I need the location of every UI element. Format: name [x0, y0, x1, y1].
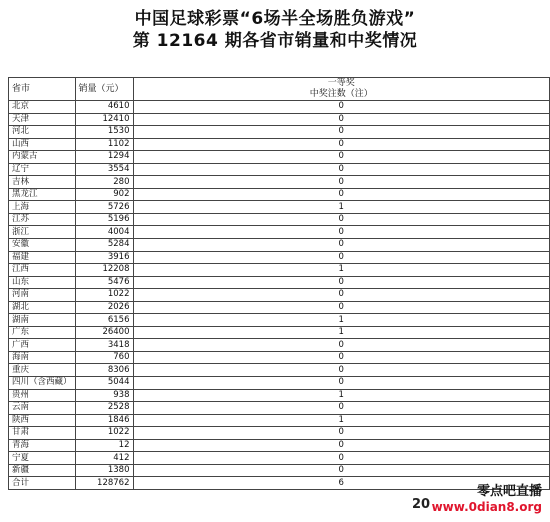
- table-row: [9, 126, 550, 139]
- watermark-url: www.0dian8.org: [431, 500, 542, 514]
- watermark: [432, 484, 542, 514]
- table-row: [9, 163, 550, 176]
- sales-cell: 26400: [75, 326, 133, 339]
- province-cell: 辽宁: [9, 163, 76, 176]
- winners-cell: 1: [133, 314, 550, 327]
- province-cell: 合计: [9, 477, 76, 490]
- sales-cell: 1022: [75, 289, 133, 302]
- table-row: [9, 101, 550, 114]
- table-row: [9, 138, 550, 151]
- winners-cell: 6: [133, 477, 550, 490]
- province-cell: 内蒙古: [9, 151, 76, 164]
- table-row: [9, 301, 550, 314]
- province-cell: 黑龙江: [9, 188, 76, 201]
- province-cell: 安徽: [9, 239, 76, 252]
- table-row: [9, 452, 550, 465]
- province-cell: 河北: [9, 126, 76, 139]
- prize-header-line2: 中奖注数（注）: [309, 89, 373, 99]
- sales-cell: 4610: [75, 101, 133, 114]
- province-cell: 山西: [9, 138, 76, 151]
- winners-cell: 0: [133, 163, 550, 176]
- sales-cell: 1846: [75, 414, 133, 427]
- province-cell: 湖北: [9, 301, 76, 314]
- sales-cell: 2528: [75, 402, 133, 415]
- table-row: [9, 414, 550, 427]
- table-row: [9, 213, 550, 226]
- winners-cell: 0: [133, 364, 550, 377]
- sales-cell: 1102: [75, 138, 133, 151]
- sales-cell: 8306: [75, 364, 133, 377]
- table-body: [9, 101, 550, 490]
- table-row: [9, 364, 550, 377]
- province-cell: 陕西: [9, 414, 76, 427]
- sales-cell: 938: [75, 389, 133, 402]
- winners-cell: 0: [133, 213, 550, 226]
- table-row: [9, 289, 550, 302]
- winners-cell: 0: [133, 452, 550, 465]
- winners-cell: 0: [133, 289, 550, 302]
- sales-cell: 3418: [75, 339, 133, 352]
- sales-cell: 128762: [75, 477, 133, 490]
- province-cell: 河南: [9, 289, 76, 302]
- table-row: [9, 439, 550, 452]
- table-row: [9, 151, 550, 164]
- sales-column-header: 销量（元）: [75, 78, 133, 101]
- sales-cell: 5044: [75, 377, 133, 390]
- sales-cell: 3916: [75, 251, 133, 264]
- winners-cell: 1: [133, 389, 550, 402]
- sales-cell: 1022: [75, 427, 133, 440]
- sales-cell: 5196: [75, 213, 133, 226]
- province-cell: 云南: [9, 402, 76, 415]
- sales-cell: 12208: [75, 264, 133, 277]
- sales-cell: 6156: [75, 314, 133, 327]
- sales-cell: 412: [75, 452, 133, 465]
- table-row: [9, 339, 550, 352]
- province-cell: 新疆: [9, 464, 76, 477]
- table-row: [9, 226, 550, 239]
- table-row: [9, 176, 550, 189]
- province-cell: 海南: [9, 351, 76, 364]
- watermark-name: 零点吧直播: [476, 484, 542, 499]
- sales-cell: 1380: [75, 464, 133, 477]
- province-cell: 天津: [9, 113, 76, 126]
- table-row: [9, 276, 550, 289]
- prize-column-header: [133, 78, 550, 101]
- winners-cell: 0: [133, 226, 550, 239]
- table-row: [9, 201, 550, 214]
- table-row: [9, 377, 550, 390]
- sales-cell: 4004: [75, 226, 133, 239]
- province-cell: 宁夏: [9, 452, 76, 465]
- winners-cell: 0: [133, 151, 550, 164]
- winners-cell: 0: [133, 351, 550, 364]
- sales-cell: 1294: [75, 151, 133, 164]
- sales-cell: 760: [75, 351, 133, 364]
- table-row: [9, 264, 550, 277]
- winners-cell: 1: [133, 414, 550, 427]
- winners-cell: 0: [133, 276, 550, 289]
- winners-cell: 0: [133, 439, 550, 452]
- winners-cell: 1: [133, 201, 550, 214]
- province-cell: 山东: [9, 276, 76, 289]
- province-cell: 上海: [9, 201, 76, 214]
- province-cell: 甘肃: [9, 427, 76, 440]
- page-subtitle: 第 12164 期各省市销量和中奖情况: [132, 31, 418, 51]
- sales-cell: 12410: [75, 113, 133, 126]
- winners-cell: 0: [133, 113, 550, 126]
- table-row: [9, 113, 550, 126]
- winners-cell: 0: [133, 402, 550, 415]
- province-cell: 福建: [9, 251, 76, 264]
- winners-cell: 0: [133, 101, 550, 114]
- sales-table: [8, 77, 550, 490]
- sales-cell: 280: [75, 176, 133, 189]
- sales-cell: 5284: [75, 239, 133, 252]
- winners-cell: 0: [133, 427, 550, 440]
- table-row: [9, 251, 550, 264]
- province-cell: 北京: [9, 101, 76, 114]
- winners-cell: 0: [133, 188, 550, 201]
- province-cell: 贵州: [9, 389, 76, 402]
- province-column-header: 省市: [9, 78, 76, 101]
- province-cell: 广东: [9, 326, 76, 339]
- winners-cell: 1: [133, 264, 550, 277]
- table-row: [9, 351, 550, 364]
- sales-cell: 1530: [75, 126, 133, 139]
- sales-cell: 5726: [75, 201, 133, 214]
- prize-header-line1: 一等奖: [327, 78, 355, 88]
- winners-cell: 0: [133, 239, 550, 252]
- sales-cell: 12: [75, 439, 133, 452]
- table-header-row: [9, 78, 550, 101]
- province-cell: 江苏: [9, 213, 76, 226]
- province-cell: 浙江: [9, 226, 76, 239]
- winners-cell: 1: [133, 326, 550, 339]
- table-row: [9, 326, 550, 339]
- table-row: [9, 188, 550, 201]
- winners-cell: 0: [133, 126, 550, 139]
- winners-cell: 0: [133, 176, 550, 189]
- province-cell: 湖南: [9, 314, 76, 327]
- province-cell: 重庆: [9, 364, 76, 377]
- table-row: [9, 389, 550, 402]
- province-cell: 江西: [9, 264, 76, 277]
- province-cell: 广西: [9, 339, 76, 352]
- winners-cell: 0: [133, 138, 550, 151]
- sales-cell: 5476: [75, 276, 133, 289]
- sales-cell: 3554: [75, 163, 133, 176]
- sales-cell: 2026: [75, 301, 133, 314]
- table-row: [9, 314, 550, 327]
- table-row: [9, 464, 550, 477]
- winners-cell: 0: [133, 339, 550, 352]
- province-cell: 青海: [9, 439, 76, 452]
- table-row: [9, 427, 550, 440]
- winners-cell: 0: [133, 301, 550, 314]
- table-row: [9, 402, 550, 415]
- winners-cell: 0: [133, 464, 550, 477]
- page-title: 中国足球彩票“6场半全场胜负游戏”: [134, 9, 416, 29]
- winners-cell: 0: [133, 377, 550, 390]
- sales-cell: 902: [75, 188, 133, 201]
- province-cell: 四川（含西藏）: [9, 377, 76, 390]
- province-cell: 吉林: [9, 176, 76, 189]
- table-row: [9, 239, 550, 252]
- footer-partial-text: 20: [412, 497, 431, 512]
- winners-cell: 0: [133, 251, 550, 264]
